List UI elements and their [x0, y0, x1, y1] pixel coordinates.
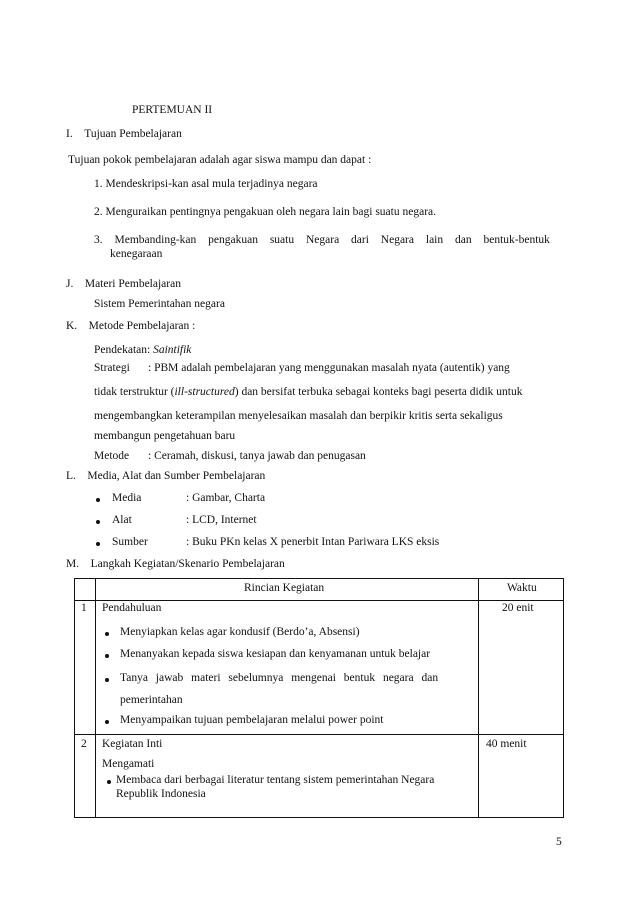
section-k-heading: K. Metode Pembelajaran : [66, 320, 196, 332]
row-2-time: 40 menit [486, 738, 527, 750]
pendekatan-line [94, 344, 191, 356]
row-1-bullet-3-continued: pemerintahan [120, 694, 183, 706]
pendekatan-label: Pendekatan: [94, 344, 154, 356]
row-2-bullet-1-continued: Republik Indonesia [116, 788, 206, 800]
section-i-heading: I. Tujuan Pembelajaran [66, 128, 182, 140]
objective-item-3 [94, 234, 562, 246]
strategi-line-4: membangun pengetahuan baru [94, 430, 236, 442]
table-divider [74, 600, 563, 601]
sumber-label: Sumber [112, 536, 148, 548]
table-divider [95, 578, 96, 817]
row-2-title: Kegiatan Inti [102, 738, 163, 750]
row-2-number: 2 [81, 738, 87, 750]
row-1-number: 1 [81, 602, 87, 614]
page-title: PERTEMUAN II [132, 104, 213, 116]
metode-label: Metode [94, 450, 130, 462]
table-header-waktu: Waktu [507, 582, 537, 594]
bullet-icon [96, 542, 100, 546]
strategi-label: Strategi [94, 362, 130, 374]
alat-label: Alat [112, 514, 132, 526]
bullet-icon [105, 632, 109, 636]
bullet-icon [96, 498, 100, 502]
objective-item-1: 1. Mendeskripsi-kan asal mula terjadinya negara [94, 178, 318, 190]
row-1-bullet-3: Tanya jawab materi sebelumnya mengenai bentuk negara dan [120, 672, 439, 684]
bullet-icon [105, 720, 109, 724]
objective-item-2: 2. Menguraikan pentingnya pengakuan oleh negara lain bagi suatu negara. [94, 206, 437, 218]
media-value: : Gambar, Charta [186, 492, 266, 504]
section-l-heading: L. Media, Alat dan Sumber Pembelajaran [66, 470, 266, 482]
table-divider [478, 578, 479, 817]
strategi-line-3: mengembangkan keterampilan menyelesaikan masalah dan berpikir kritis serta sekaligus [94, 410, 503, 422]
strategi-line-2a: tidak terstruktur ( [94, 386, 175, 398]
row-1-title: Pendahuluan [102, 602, 162, 614]
page-number: 5 [556, 836, 562, 848]
bullet-icon [105, 654, 109, 658]
pendekatan-value: Saintifik [153, 344, 192, 356]
section-j-text: Sistem Pemerintahan negara [94, 298, 225, 310]
objective-item-3-text: 3. Membanding-kan pengakuan suatu Negara dari Negara lain dan bentuk-bentuk [94, 234, 550, 246]
row-1-bullet-4: Menyampaikan tujuan pembelajaran melalui power point [120, 714, 384, 726]
strategi-line-1: : PBM adalah pembelajaran yang menggunakan masalah nyata (autentik) yang [148, 362, 510, 374]
section-i-intro: Tujuan pokok pembelajaran adalah agar siswa mampu dan dapat : [68, 154, 372, 166]
bullet-icon [107, 780, 111, 784]
row-2-subtitle: Mengamati [102, 758, 155, 770]
media-label: Media [112, 492, 142, 504]
bullet-icon [96, 520, 100, 524]
metode-value: : Ceramah, diskusi, tanya jawab dan penugasan [148, 450, 366, 462]
objective-item-3-continued: kenegaraan [110, 248, 163, 260]
table-divider [74, 734, 563, 735]
table-header-rincian: Rincian Kegiatan [244, 582, 325, 594]
sumber-value: : Buku PKn kelas X penerbit Intan Pariwara LKS eksis [186, 536, 440, 548]
row-1-bullet-2: Menanyakan kepada siswa kesiapan dan kenyamanan untuk belajar [120, 648, 431, 660]
row-1-bullet-1: Menyiapkan kelas agar kondusif (Berdo’a, Absensi) [120, 626, 360, 638]
strategi-line-2 [94, 386, 522, 398]
row-1-time: 20 enit [502, 602, 534, 614]
section-j-heading: J. Materi Pembelajaran [66, 278, 181, 290]
bullet-icon [105, 678, 109, 682]
strategi-line-2-italic: ill-structured [174, 386, 235, 398]
section-m-heading: M. Langkah Kegiatan/Skenario Pembelajaran [66, 558, 285, 570]
alat-value: : LCD, Internet [186, 514, 257, 526]
strategi-line-2b: ) dan bersifat terbuka sebagai konteks bagi peserta didik untuk [234, 386, 523, 398]
row-2-bullet-1: Membaca dari berbagai literatur tentang sistem pemerintahan Negara [116, 774, 435, 786]
